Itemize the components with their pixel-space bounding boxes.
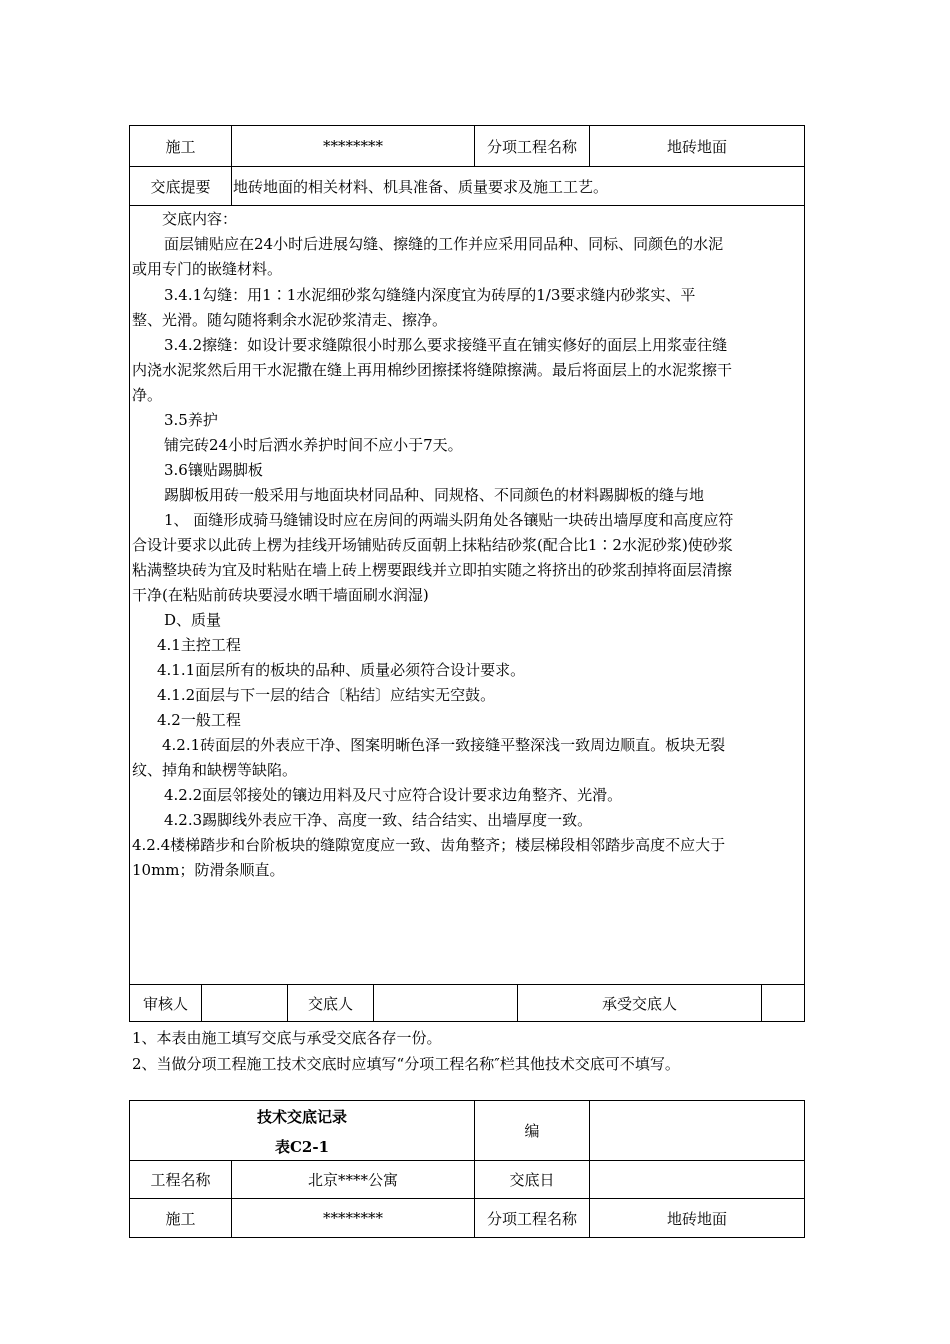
receiver-label: 承受交底人	[601, 994, 677, 1013]
note-2: 2、当做分项工程施工技术交底时应填写“分项工程名称″栏其他技术交底可不填写。	[132, 1055, 680, 1073]
content-line: 1、 面缝形成骑马缝铺设时应在房间的两端头阴角处各镶贴一块砖出墙厚度和高度应符	[164, 511, 734, 529]
discloser-label: 交底人	[307, 994, 353, 1013]
content-line: 4.2一般工程	[157, 711, 241, 729]
content-heading: 交底内容：	[162, 210, 238, 228]
project-name-label: 工程名称	[150, 1171, 211, 1189]
sub-project-value-2: 地砖地面	[666, 1209, 727, 1228]
construction-value: ********	[323, 137, 383, 155]
record-title: 技术交底记录	[256, 1107, 347, 1126]
content-line: 铺完砖24小时后洒水养护时间不应小于7天。	[164, 436, 463, 454]
construction-value-2: ********	[323, 1209, 383, 1227]
content-line: 踢脚板用砖一般采用与地面块材同品种、同规格、不同颜色的材料踢脚板的缝与地	[164, 486, 705, 504]
content-line: 内浇水泥浆然后用干水泥撒在缝上再用棉纱团擦揉将缝隙擦满。最后将面层上的水泥浆擦干	[132, 361, 733, 379]
project-name-value: 北京****公寓	[307, 1171, 398, 1189]
content-line: 面层铺贴应在24小时后进展勾缝、擦缝的工作并应采用同品种、同标、同颜色的水泥	[164, 235, 724, 253]
summary-label: 交底提要	[150, 177, 211, 196]
content-line: 净。	[132, 386, 163, 404]
form-number: 表C2-1	[274, 1137, 330, 1156]
content-line: 4.2.4楼梯踏步和台阶板块的缝隙宽度应一致、齿角整齐；楼层梯段相邻踏步高度不应大于	[132, 836, 726, 854]
content-line: 4.2.1砖面层的外表应干净、图案明晰色泽一致接缝平整深浅一致周边顺直。板块无裂	[162, 736, 726, 754]
content-line: 4.2.3踢脚线外表应干净、高度一致、结合结实、出墙厚度一致。	[164, 811, 593, 829]
content-line: 4.1.2面层与下一层的结合〔粘结〕应结实无空鼓。	[157, 686, 496, 704]
note-1: 1、本表由施工填写交底与承受交底各存一份。	[132, 1029, 442, 1047]
sub-project-label-2: 分项工程名称	[486, 1209, 577, 1228]
construction-label: 施工	[165, 137, 196, 156]
content-line: 3.4.1勾缝：用1∶1水泥细砂浆勾缝缝内深度宜为砖厚的1/3要求缝内砂浆实、平	[164, 286, 696, 304]
content-line: 合设计要求以此砖上楞为挂线开场铺贴砖反面朝上抹粘结砂浆(配合比1∶2水泥砂浆)使砂浆	[132, 536, 733, 554]
content-line: 粘满整块砖为宜及时粘贴在墙上砖上楞要跟线并立即拍实随之将挤出的砂浆刮掉将面层清擦	[132, 561, 733, 579]
sub-project-label: 分项工程名称	[486, 137, 577, 156]
content-line: 10mm；防滑条顺直。	[132, 861, 285, 879]
content-line: 或用专门的嵌缝材料。	[132, 260, 283, 278]
content-line: 3.6镶贴踢脚板	[164, 461, 263, 479]
summary-value: 地砖地面的相关材料、机具准备、质量要求及施工工艺。	[233, 177, 609, 196]
disclosure-date-label: 交底日	[509, 1171, 555, 1189]
reviewer-label: 审核人	[142, 994, 188, 1013]
content-line: 干净(在粘贴前砖块要浸水晒干墙面刷水润湿)	[132, 586, 429, 604]
content-line: 4.1.1面层所有的板块的品种、质量必须符合设计要求。	[157, 661, 526, 679]
content-line: 3.4.2擦缝：如设计要求缝隙很小时那么要求接缝平直在铺实修好的面层上用浆壶往缝	[164, 336, 728, 354]
sub-project-value: 地砖地面	[666, 137, 727, 156]
content-line: 3.5养护	[164, 411, 218, 429]
content-line: 4.2.2面层邻接处的镶边用料及尺寸应符合设计要求边角整齐、光滑。	[164, 786, 623, 804]
content-line: 整、光滑。随勾随将剩余水泥砂浆清走、擦净。	[132, 311, 448, 329]
construction-label-2: 施工	[165, 1209, 196, 1228]
content-line: 4.1主控工程	[157, 636, 241, 654]
serial-label: 编	[524, 1122, 540, 1140]
content-line: D、质量	[164, 611, 222, 629]
content-line: 纹、掉角和缺楞等缺陷。	[132, 761, 298, 779]
